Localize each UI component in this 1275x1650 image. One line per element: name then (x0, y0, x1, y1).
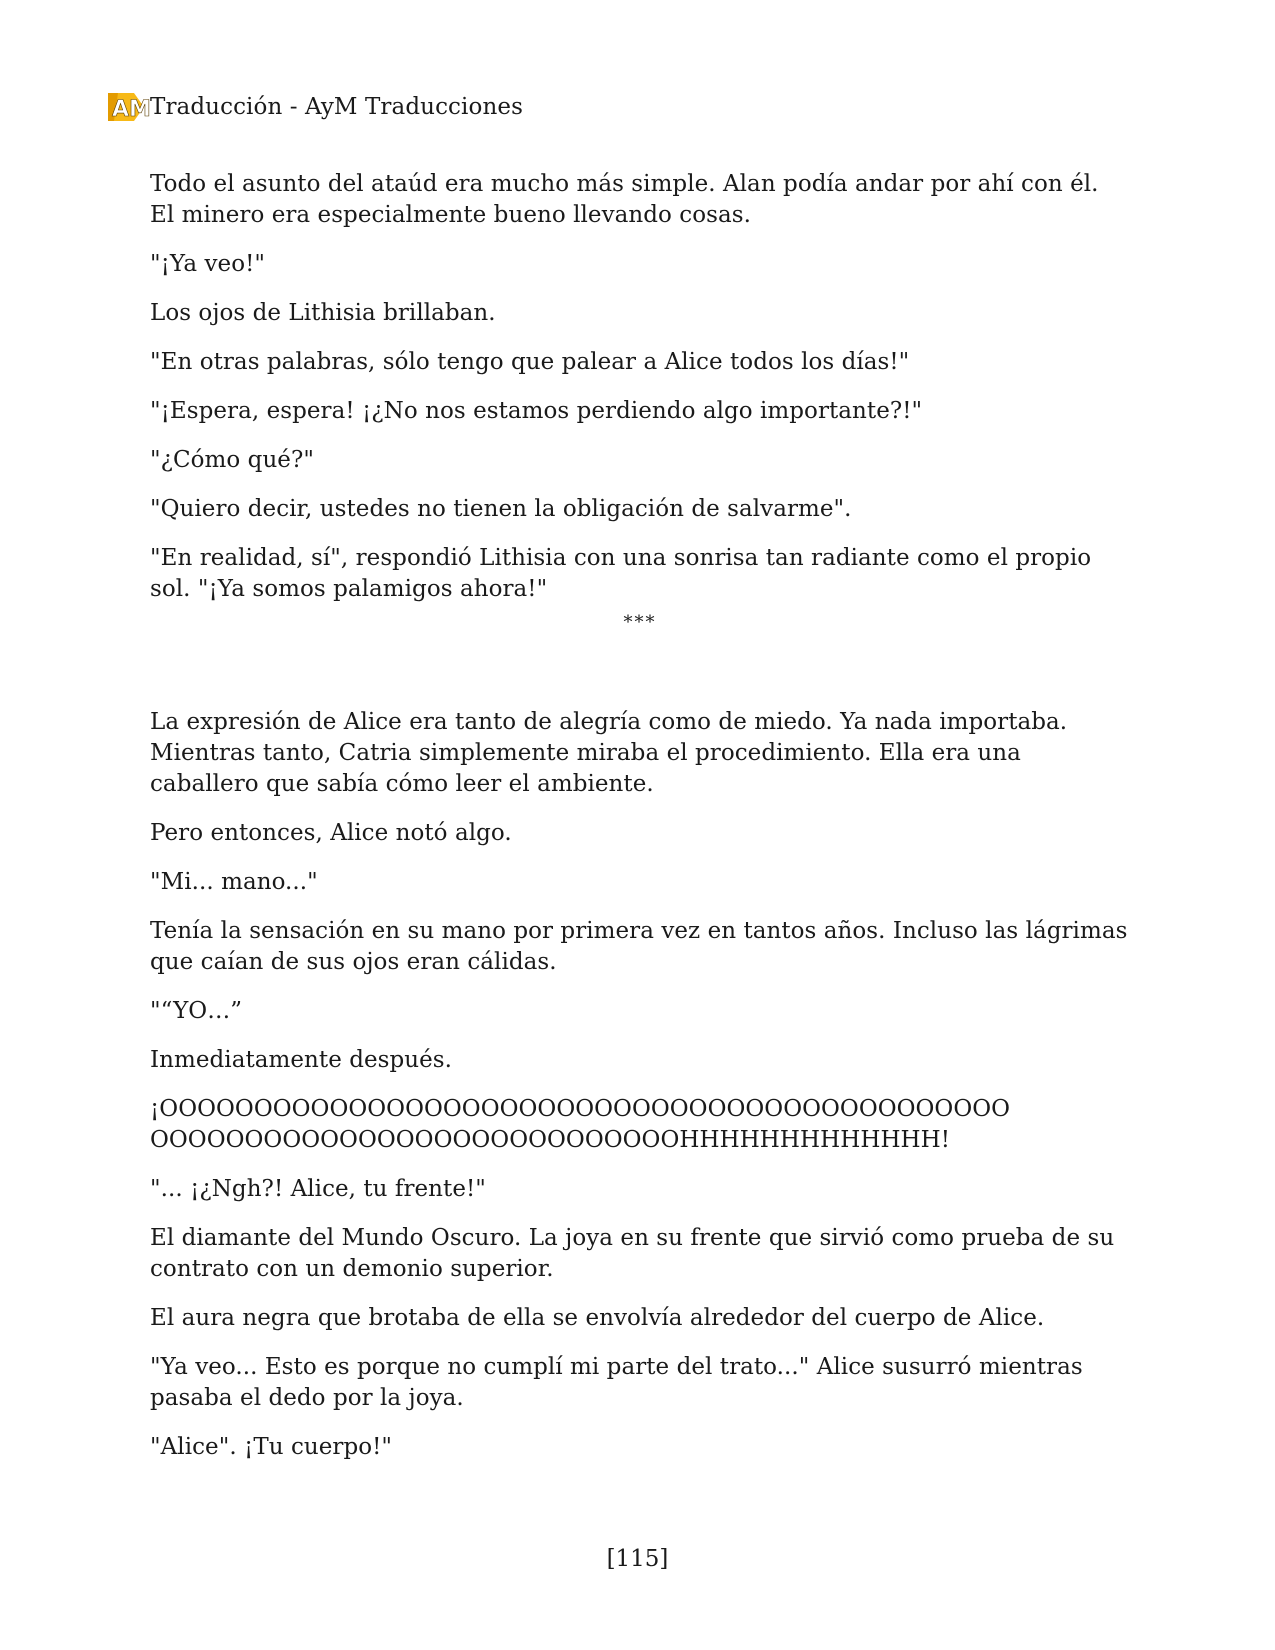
paragraph: El aura negra que brotaba de ella se envolvía alrededor del cuerpo de Alice. (150, 1305, 1045, 1331)
paragraph: "Quiero decir, ustedes no tienen la obligación de salvarme". (150, 496, 852, 522)
aym-logo-icon (104, 91, 151, 123)
paragraph: Tenía la sensación en su mano por primera vez en tantos años. Incluso las lágrimas que caían de sus ojos eran cálidas. (150, 918, 1128, 975)
paragraph: Los ojos de Lithisia brillaban. (150, 300, 496, 326)
paragraph: "¡Espera, espera! ¡¿No nos estamos perdiendo algo importante?!" (150, 398, 923, 424)
header-title: Traducción - AyM Traducciones (150, 94, 523, 120)
paragraph: "En otras palabras, sólo tengo que palear a Alice todos los días!" (150, 349, 910, 375)
page-number: [115] (606, 1546, 669, 1572)
paragraph: Inmediatamente después. (150, 1047, 453, 1073)
paragraph: "Ya veo... Esto es porque no cumplí mi parte del trato..." Alice susurró mientras pasaba el dedo por la joya. (150, 1354, 1083, 1411)
scene-separator: *** (623, 612, 657, 633)
svg-text:AM: AM (112, 97, 151, 122)
paragraph: Pero entonces, Alice notó algo. (150, 820, 512, 846)
paragraph: "Mi... mano..." (150, 869, 318, 895)
document-body (150, 169, 1130, 1481)
paragraph: "“YO…” (150, 998, 243, 1024)
paragraph: La expresión de Alice era tanto de alegría como de miedo. Ya nada importaba. Mientras tanto, Catria simplemente miraba el procedimiento. Ella era una caballero que sabía cómo leer el ambiente. (150, 709, 1068, 797)
page-header (104, 90, 523, 124)
paragraph: ¡OOOOOOOOOOOOOOOOOOOOOOOOOOOOOOOOOOOOOOOOOOOOO OOOOOOOOOOOOOOOOOOOOOOOOOOOOHHHHHHHHHHHHH! (150, 1096, 1011, 1153)
paragraph: "... ¡¿Ngh?! Alice, tu frente!" (150, 1176, 486, 1202)
paragraph: "Alice". ¡Tu cuerpo!" (150, 1434, 393, 1460)
paragraph: "¿Cómo qué?" (150, 447, 314, 473)
paragraph: Todo el asunto del ataúd era mucho más simple. Alan podía andar por ahí con él. El minero era especialmente bueno llevando cosas. (150, 171, 1099, 228)
paragraph: El diamante del Mundo Oscuro. La joya en su frente que sirvió como prueba de su contrato con un demonio superior. (150, 1225, 1115, 1282)
paragraph: "En realidad, sí", respondió Lithisia con una sonrisa tan radiante como el propio sol. "¡Ya somos palamigos ahora!" (150, 545, 1092, 602)
paragraph: "¡Ya veo!" (150, 251, 266, 277)
